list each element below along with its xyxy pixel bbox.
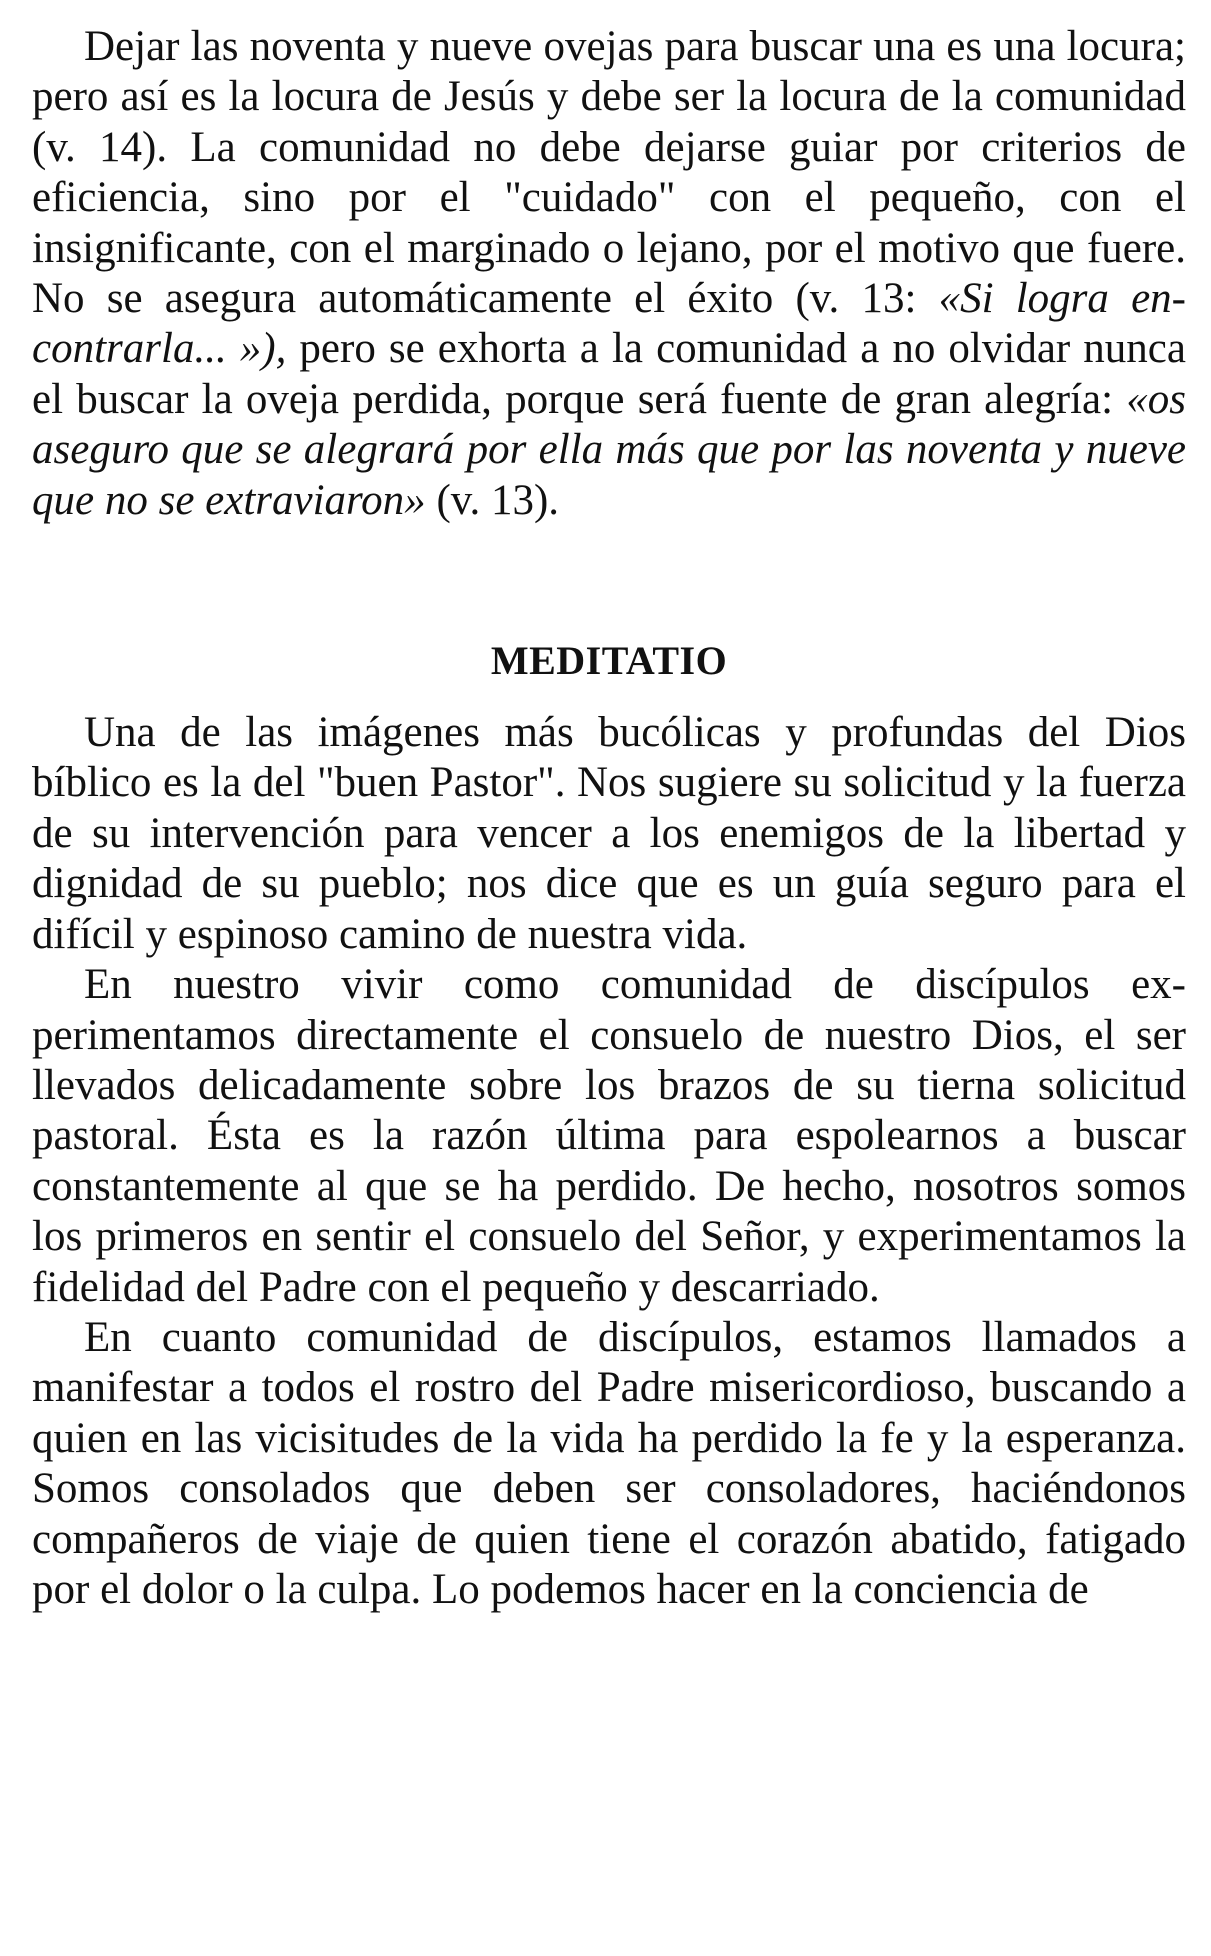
spacer [32,686,1186,708]
paragraph-intro-text-c: (v. 13). [425,476,560,524]
paragraph-intro-text-b: pero se exhorta a la comunidad a no olvidar nunca el buscar la oveja perdida, porque será fuente de gran alegría: [32,325,1186,423]
paragraph-intro-text-a: Dejar las noventa y nueve ovejas para buscar una es una locura; pero así es la locura de Jesús y debe ser la locura de la comunidad (v. 14). La comunidad no debe dejarse guiar por criterios de eficiencia, sino por el "cuidado" con el pequeño, con el insignificante, con el marginado o lejano, por el motivo que fuere. No se asegura automáticamente el éxito (v. 13: [32,23,1186,323]
spacer [32,526,1186,636]
paragraph-intro-quote-b: «os aseguro que se alegrará por ella más que por las noventa y nueve que no se extraviaron» [32,375,1186,524]
section-heading: MEDITATIO [490,638,728,684]
document-page [32,22,1186,1615]
paragraph-intro [32,22,1186,526]
paragraph-meditatio-1: Una de las imágenes más bucólicas y profundas del Dios bíblico es la del "buen Pastor". Nos sugiere su solicitud y la fuerza de su intervención para vencer a los enemigos de la libertad y dignidad de su pueblo; nos dice que es un guía seguro para el difícil y espinoso camino de nuestra vida. [32,709,1186,958]
paragraph-intro-quote-a: «Si logra encontrarla... »), [32,275,1186,373]
paragraph-meditatio-2: En nuestro vivir como comunidad de discípulos experimentamos directamente el consuelo de nuestro Dios, el ser llevados delicadamente sobre los brazos de su tierna solicitud pastoral. Ésta es la razón última para espolearnos a buscar constantemente al que se ha perdido. De hecho, nosotros somos los primeros en sentir el consuelo del Señor, y experimentamos la fidelidad del Padre con el pequeño y descarriado. [32,961,1186,1311]
paragraph-meditatio-3: En cuanto comunidad de discípulos, estamos llamados a manifestar a todos el rostro del Padre misericordioso, buscando a quien en las vicisitudes de la vida ha perdido la fe y la esperanza. Somos consolados que deben ser consoladores, haciéndonos compañeros de viaje de quien tiene el corazón abatido, fatigado por el dolor o la culpa. Lo podemos hacer en la conciencia de [32,1313,1186,1613]
